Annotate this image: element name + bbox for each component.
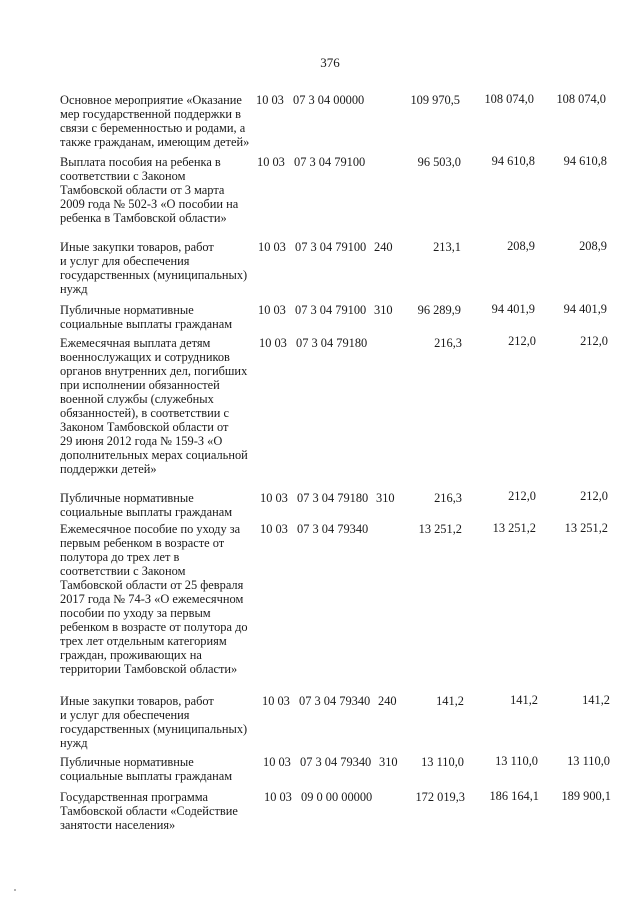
amount-year-1: 13 251,2 bbox=[418, 522, 462, 536]
section-code: 10 03 bbox=[259, 336, 287, 350]
row-description: Публичные нормативные социальные выплаты гражданам bbox=[60, 755, 233, 783]
amount-year-2: 94 610,8 bbox=[491, 154, 535, 168]
amount-year-1: 13 110,0 bbox=[421, 755, 464, 769]
target-article-code: 07 3 04 79180 bbox=[296, 336, 368, 350]
row-description: Иные закупки товаров, работ и услуг для обеспечения государственных (муниципальных) нужд bbox=[60, 240, 248, 296]
row-description: Государственная программа Тамбовской области «Содействие занятости населения» bbox=[60, 790, 238, 832]
amount-year-2: 186 164,1 bbox=[489, 789, 539, 803]
amount-year-2: 13 110,0 bbox=[495, 754, 538, 768]
section-code: 10 03 bbox=[260, 522, 288, 536]
amount-year-3: 13 251,2 bbox=[564, 521, 608, 535]
target-article-code: 07 3 04 79100 bbox=[295, 303, 367, 317]
target-article-code: 07 3 04 79340 bbox=[299, 694, 371, 708]
amount-year-3: 141,2 bbox=[582, 693, 610, 707]
section-code: 10 03 bbox=[258, 240, 286, 254]
scan-speck bbox=[14, 889, 16, 891]
target-article-code: 07 3 04 79340 bbox=[300, 755, 372, 769]
amount-year-1: 216,3 bbox=[434, 491, 462, 505]
amount-year-2: 141,2 bbox=[510, 693, 538, 707]
amount-year-3: 212,0 bbox=[580, 489, 608, 503]
amount-year-1: 96 289,9 bbox=[417, 303, 461, 317]
amount-year-1: 213,1 bbox=[433, 240, 461, 254]
row-description: Публичные нормативные социальные выплаты гражданам bbox=[60, 491, 233, 519]
row-description: Ежемесячная выплата детям военнослужащих и сотрудников органов внутренних дел, погибших при исполнении обязанностей военной службы (служебных обязанностей), в соответствии с Законом Тамбовской области от 29 июня 2012 года № 159-З «О дополнительных мерах социальной поддержки детей» bbox=[60, 336, 248, 476]
row-description: Основное мероприятие «Оказание мер государственной поддержки в связи с беременностью и родами, а также гражданам, имеющим детей» bbox=[60, 93, 250, 149]
section-code: 10 03 bbox=[258, 303, 286, 317]
expense-type-code: 240 bbox=[374, 240, 393, 254]
amount-year-2: 212,0 bbox=[508, 489, 536, 503]
target-article-code: 09 0 00 00000 bbox=[301, 790, 373, 804]
section-code: 10 03 bbox=[262, 694, 290, 708]
amount-year-1: 172 019,3 bbox=[415, 790, 465, 804]
target-article-code: 07 3 04 00000 bbox=[293, 93, 365, 107]
amount-year-1: 96 503,0 bbox=[417, 155, 461, 169]
expense-type-code: 240 bbox=[378, 694, 397, 708]
row-description: Выплата пособия на ребенка в соответствии с Законом Тамбовской области от 3 марта 2009 года № 502-З «О пособии на ребенка в Тамбовской области» bbox=[60, 155, 239, 225]
target-article-code: 07 3 04 79340 bbox=[297, 522, 369, 536]
amount-year-1: 141,2 bbox=[436, 694, 464, 708]
page-number: 376 bbox=[320, 55, 340, 70]
amount-year-1: 216,3 bbox=[434, 336, 462, 350]
amount-year-3: 13 110,0 bbox=[567, 754, 610, 768]
amount-year-3: 189 900,1 bbox=[561, 789, 611, 803]
amount-year-3: 208,9 bbox=[579, 239, 607, 253]
expense-type-code: 310 bbox=[379, 755, 398, 769]
amount-year-1: 109 970,5 bbox=[410, 93, 460, 107]
amount-year-2: 94 401,9 bbox=[491, 302, 535, 316]
amount-year-3: 212,0 bbox=[580, 334, 608, 348]
row-description: Публичные нормативные социальные выплаты гражданам bbox=[60, 303, 233, 331]
section-code: 10 03 bbox=[256, 93, 284, 107]
row-description: Ежемесячное пособие по уходу за первым ребенком в возрасте от полутора до трех лет в соответствии с Законом Тамбовской области от 25 февраля 2017 года № 74-З «О ежемесячном пособии по уходу за первым ребенком в возрасте от полутора до трех лет отдельным категориям граждан, проживающих на территории Тамбовской области» bbox=[60, 522, 248, 676]
expense-type-code: 310 bbox=[374, 303, 393, 317]
amount-year-2: 108 074,0 bbox=[484, 92, 534, 106]
amount-year-2: 208,9 bbox=[507, 239, 535, 253]
target-article-code: 07 3 04 79180 bbox=[297, 491, 369, 505]
section-code: 10 03 bbox=[260, 491, 288, 505]
expense-type-code: 310 bbox=[376, 491, 395, 505]
amount-year-3: 108 074,0 bbox=[556, 92, 606, 106]
amount-year-2: 212,0 bbox=[508, 334, 536, 348]
amount-year-2: 13 251,2 bbox=[492, 521, 536, 535]
section-code: 10 03 bbox=[257, 155, 285, 169]
amount-year-3: 94 401,9 bbox=[563, 302, 607, 316]
section-code: 10 03 bbox=[263, 755, 291, 769]
amount-year-3: 94 610,8 bbox=[563, 154, 607, 168]
target-article-code: 07 3 04 79100 bbox=[295, 240, 367, 254]
target-article-code: 07 3 04 79100 bbox=[294, 155, 366, 169]
section-code: 10 03 bbox=[264, 790, 292, 804]
row-description: Иные закупки товаров, работ и услуг для обеспечения государственных (муниципальных) нужд bbox=[60, 694, 248, 750]
